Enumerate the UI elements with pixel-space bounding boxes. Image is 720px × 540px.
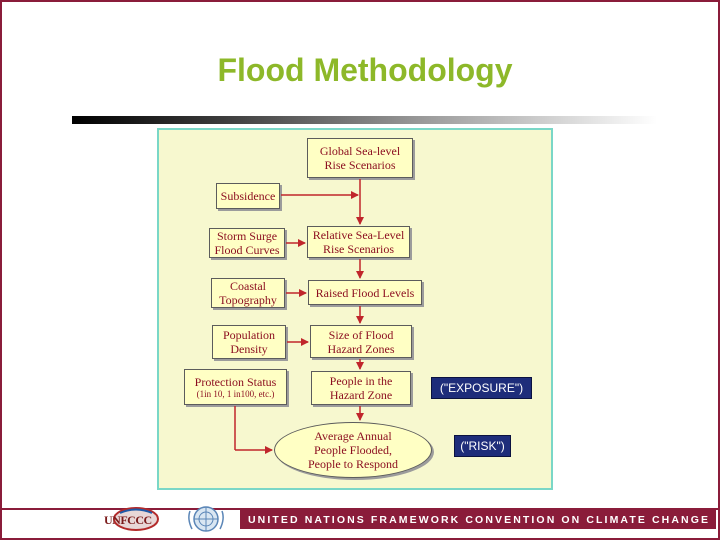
node-population-density: Population Density <box>212 325 286 359</box>
node-protection-status: Protection Status (1in 10, 1 in100, etc.) <box>184 369 287 405</box>
slide-title: Flood Methodology <box>217 52 513 88</box>
node-relative-sea-level: Relative Sea-Level Rise Scenarios <box>307 226 410 258</box>
risk-tag: ("RISK") <box>454 435 511 457</box>
exposure-tag: ("EXPOSURE") <box>431 377 532 399</box>
node-subsidence: Subsidence <box>216 183 280 209</box>
node-raised-flood-levels: Raised Flood Levels <box>308 280 422 305</box>
node-hazard-zones: Size of Flood Hazard Zones <box>310 325 412 358</box>
unfccc-logo <box>100 506 162 532</box>
node-people-hazard-zone: People in the Hazard Zone <box>311 371 411 405</box>
unfccc-logo-text: UNFCCC <box>104 513 152 527</box>
node-storm-surge: Storm Surge Flood Curves <box>209 228 285 258</box>
un-emblem-icon <box>186 503 226 535</box>
title-rule <box>72 116 657 124</box>
node-average-annual: Average Annual People Flooded, People to Respond <box>274 422 432 478</box>
node-global-sea-level: Global Sea-level Rise Scenarios <box>307 138 413 178</box>
footer-banner: UNITED NATIONS FRAMEWORK CONVENTION ON CLIMATE CHANGE <box>240 510 716 529</box>
node-coastal-topography: Coastal Topography <box>211 278 285 308</box>
